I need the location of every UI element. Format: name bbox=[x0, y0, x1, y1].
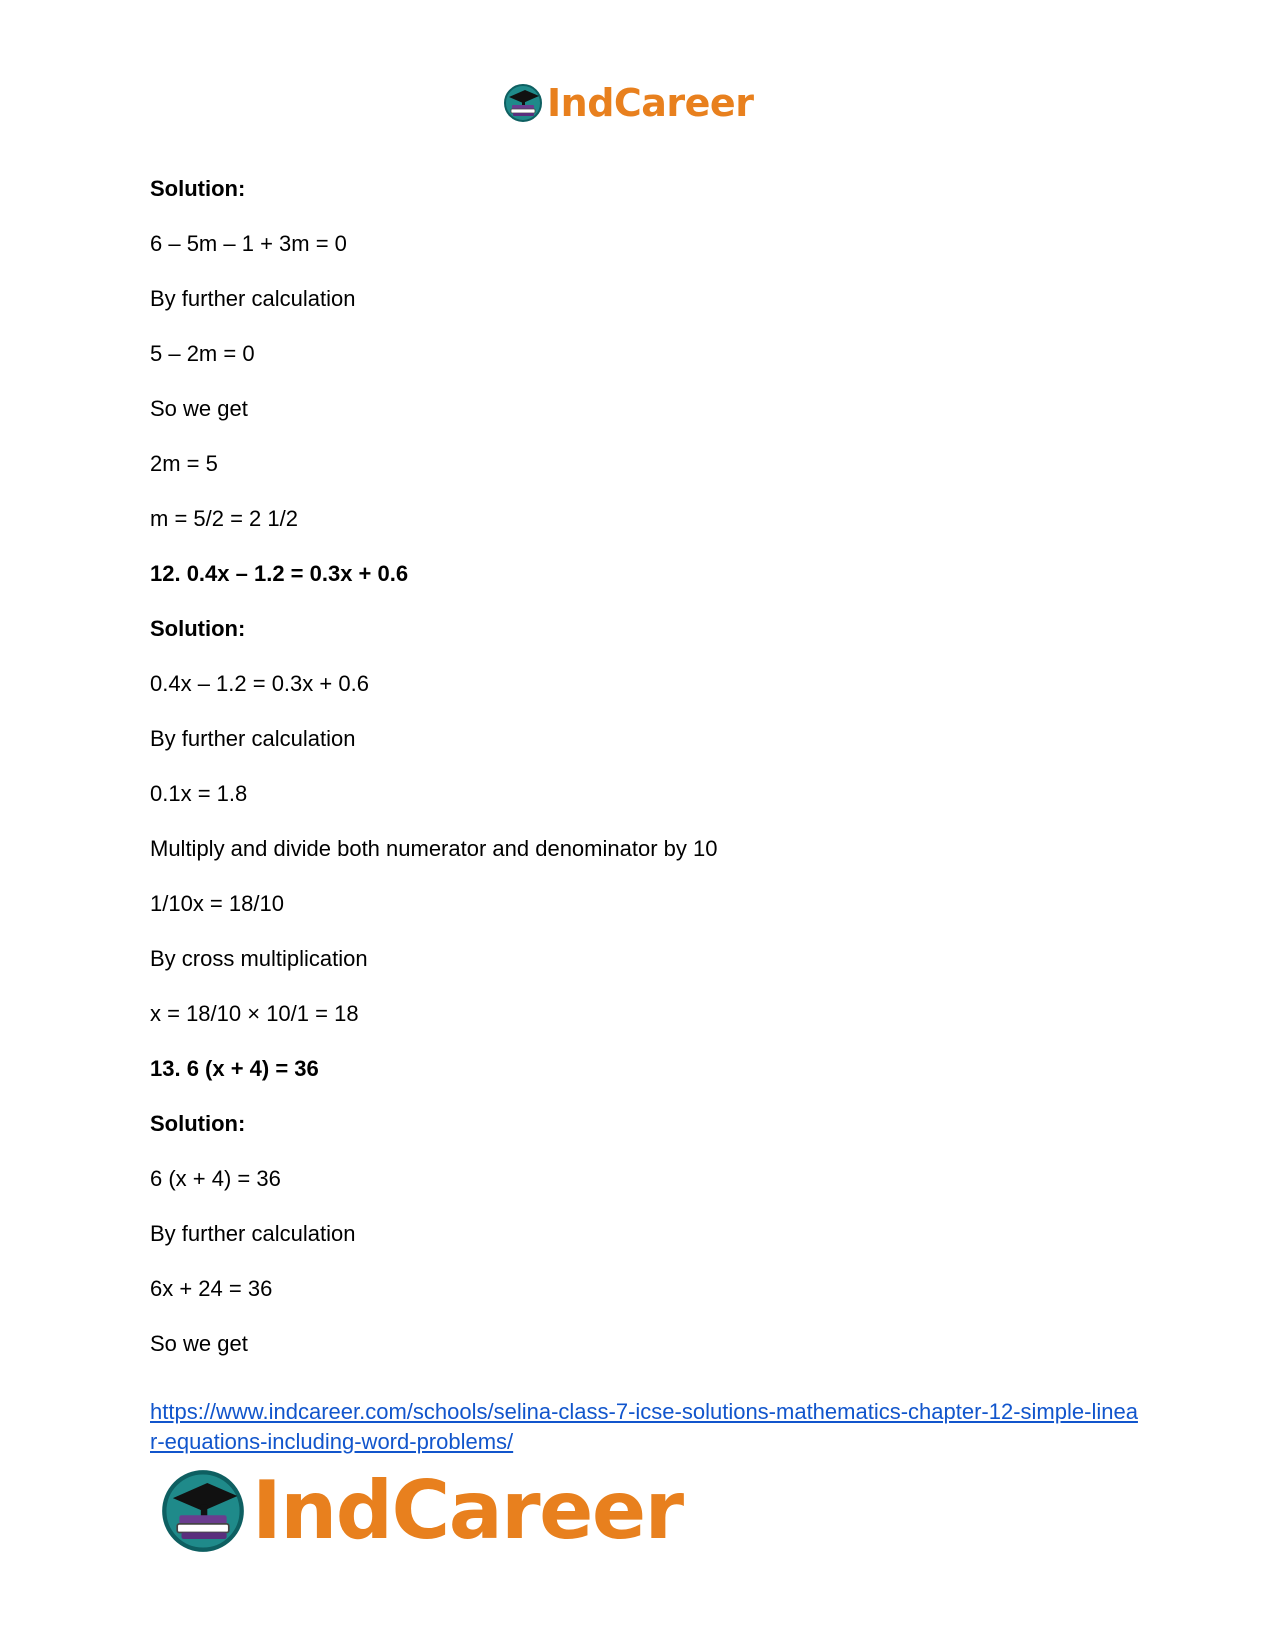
text-line: m = 5/2 = 2 1/2 bbox=[150, 506, 298, 531]
graduation-cap-books-icon bbox=[503, 83, 543, 123]
text-line: By further calculation bbox=[150, 726, 356, 751]
heading-line: Solution: bbox=[150, 1111, 246, 1136]
text-line: 0.4x – 1.2 = 0.3x + 0.6 bbox=[150, 671, 369, 696]
text-line: 5 – 2m = 0 bbox=[150, 341, 255, 366]
text-line: 6 (x + 4) = 36 bbox=[150, 1166, 281, 1191]
footer-logo bbox=[160, 1466, 683, 1556]
header-logo-text: IndCareer bbox=[547, 81, 754, 125]
document-body bbox=[150, 176, 1130, 1386]
text-line: 2m = 5 bbox=[150, 451, 218, 476]
text-line: So we get bbox=[150, 396, 248, 421]
text-line: By further calculation bbox=[150, 286, 356, 311]
text-line: x = 18/10 × 10/1 = 18 bbox=[150, 1001, 359, 1026]
graduation-cap-books-icon bbox=[160, 1468, 246, 1554]
text-line: 1/10x = 18/10 bbox=[150, 891, 284, 916]
footer-logo-text: IndCareer bbox=[252, 1464, 683, 1557]
text-line: 0.1x = 1.8 bbox=[150, 781, 248, 806]
heading-line: 12. 0.4x – 1.2 = 0.3x + 0.6 bbox=[150, 561, 409, 586]
text-line: 6 – 5m – 1 + 3m = 0 bbox=[150, 231, 347, 256]
source-link[interactable]: https://www.indcareer.com/schools/selina-class-7-icse-solutions-mathematics-chapter-12-simple-linear-equations-including-word-problems/ bbox=[150, 1399, 1138, 1454]
heading-line: Solution: bbox=[150, 616, 246, 641]
header-logo bbox=[503, 80, 753, 126]
text-line: Multiply and divide both numerator and denominator by 10 bbox=[150, 836, 718, 861]
text-line: By further calculation bbox=[150, 1221, 356, 1246]
text-line: 6x + 24 = 36 bbox=[150, 1276, 273, 1301]
text-line: By cross multiplication bbox=[150, 946, 368, 971]
text-line: So we get bbox=[150, 1331, 248, 1356]
heading-line: Solution: bbox=[150, 176, 246, 201]
heading-line: 13. 6 (x + 4) = 36 bbox=[150, 1056, 319, 1081]
